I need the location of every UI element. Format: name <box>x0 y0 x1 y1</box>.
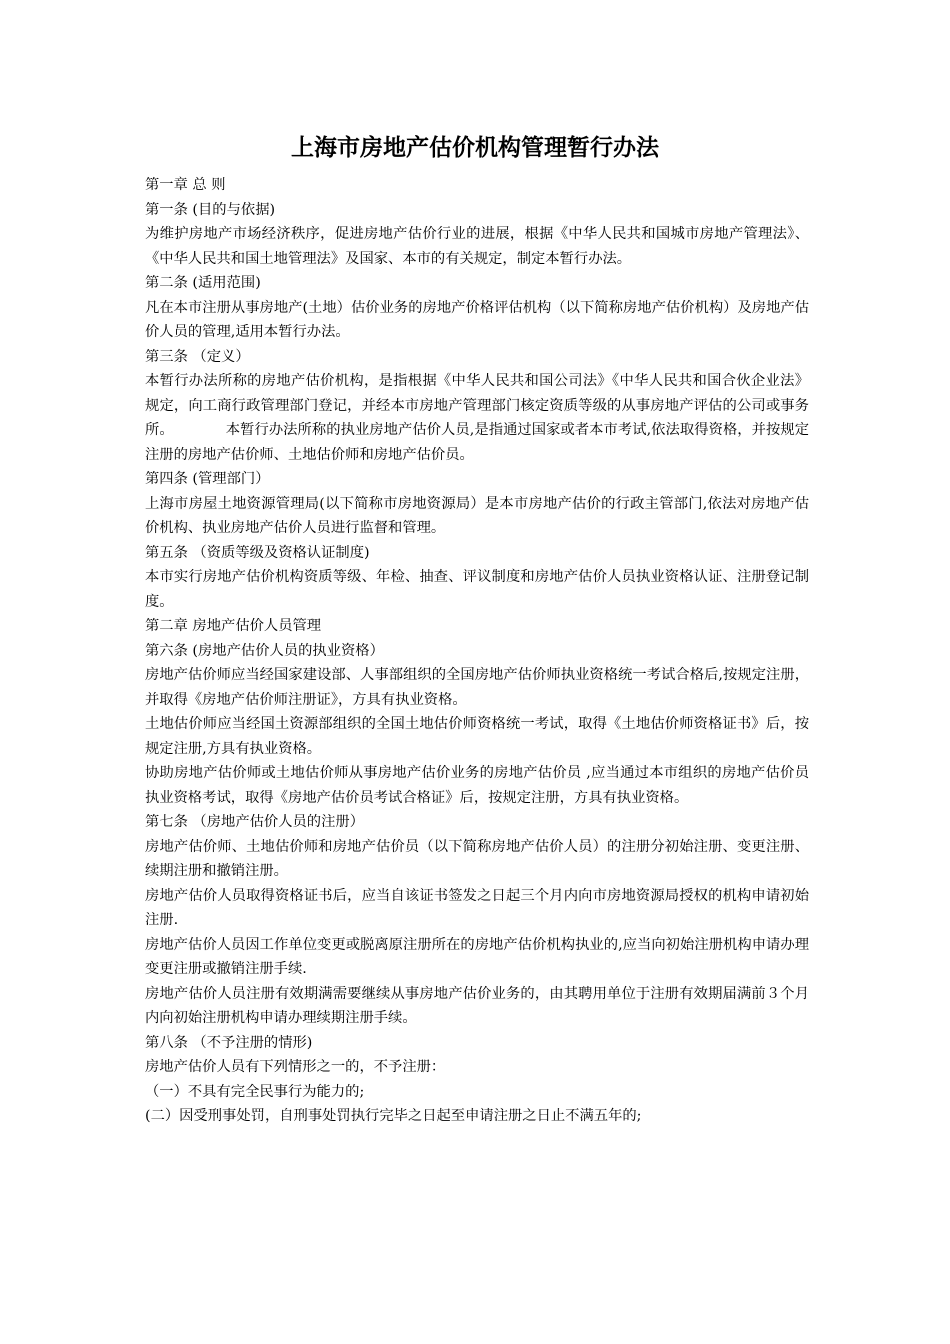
article-heading: 第八条 （不予注册的情形) <box>145 1034 313 1051</box>
list-item: (二）因受刑事处罚，自刑事处罚执行完毕之日起至申请注册之日止不满五年的; <box>145 1108 642 1124</box>
article-heading: 第二条 (适用范围) <box>145 275 261 291</box>
paragraph: 房地产估价师、土地估价师和房地产估价员（以下简称房地产估价人员）的注册分初始注册、变更注册、续期注册和撤销注册。 <box>145 838 809 879</box>
document-body <box>145 173 809 1129</box>
paragraph: 协助房地产估价师或土地估价师从事房地产估价业务的房地产估价员 ,应当通过本市组织的房地产估价员执业资格考试，取得《房地产估价员考试合格证》后，按规定注册，方具有执业资格。 <box>145 765 809 806</box>
paragraph: 房地产估价人员因工作单位变更或脱离原注册所在的房地产估价机构执业的,应当向初始注册机构申请办理变更注册或撤销注册手续. <box>145 936 809 977</box>
paragraph: 凡在本市注册从事房地产(土地）估价业务的房地产价格评估机构（以下简称房地产估价机构）及房地产估价人员的管理,适用本暂行办法。 <box>145 299 809 340</box>
article-heading: 第五条 （资质等级及资格认证制度) <box>145 544 370 561</box>
article-heading: 第一条 (目的与依据) <box>145 201 276 218</box>
article-heading: 第七条 （房地产估价人员的注册） <box>145 814 364 830</box>
chapter-heading: 第一章 总 则 <box>145 177 226 193</box>
paragraph: 上海市房屋土地资源管理局(以下简称市房地资源局）是本市房地产估价的行政主管部门,依法对房地产估价机构、执业房地产估价人员进行监督和管理。 <box>145 495 809 536</box>
paragraph: 房地产估价人员有下列情形之一的，不予注册： <box>145 1059 446 1075</box>
paragraph: 本市实行房地产估价机构资质等级、年检、抽查、评议制度和房地产估价人员执业资格认证、注册登记制度。 <box>145 569 809 610</box>
paragraph: 土地估价师应当经国土资源部组织的全国土地估价师资格统一考试，取得《土地估价师资格证书》后，按规定注册,方具有执业资格。 <box>145 716 809 757</box>
article-heading: 第六条 (房地产估价人员的执业资格） <box>145 642 384 659</box>
definition-org: 本暂行办法所称的房地产估价机构，是指根据《中华人民共和国公司法》《中华人民共和国合伙企业法》规定，向工商行政管理部门登记，并经本市房地产管理部门核定资质等级的从事房地产评估的公司或事务所。 <box>145 373 809 438</box>
paragraph <box>145 369 809 467</box>
paragraph: 房地产估价师应当经国家建设部、人事部组织的全国房地产估价师执业资格统一考试合格后,按规定注册，并取得《房地产估价师注册证》，方具有执业资格。 <box>145 667 809 708</box>
definition-person: 本暂行办法所称的执业房地产估价人员,是指通过国家或者本市考试,依法取得资格，并按规定注册的房地产估价师、土地估价师和房地产估价员。 <box>145 422 810 463</box>
article-heading: 第四条 (管理部门） <box>145 471 270 487</box>
list-item: （一）不具有完全民事行为能力的; <box>145 1083 365 1100</box>
document-title: 上海市房地产估价机构管理暂行办法 <box>291 135 659 161</box>
article-heading: 第三条 （定义） <box>145 348 250 365</box>
paragraph: 房地产估价人员注册有效期满需要继续从事房地产估价业务的，由其聘用单位于注册有效期届满前３个月内向初始注册机构申请办理续期注册手续。 <box>145 985 809 1026</box>
paragraph: 房地产估价人员取得资格证书后，应当自该证书签发之日起三个月内向市房地资源局授权的机构申请初始注册. <box>145 887 809 928</box>
chapter-heading: 第二章 房地产估价人员管理 <box>145 618 322 634</box>
paragraph: 为维护房地产市场经济秩序，促进房地产估价行业的进展，根据《中华人民共和国城市房地产管理法》、《中华人民共和国土地管理法》及国家、本市的有关规定，制定本暂行办法。 <box>145 226 809 267</box>
